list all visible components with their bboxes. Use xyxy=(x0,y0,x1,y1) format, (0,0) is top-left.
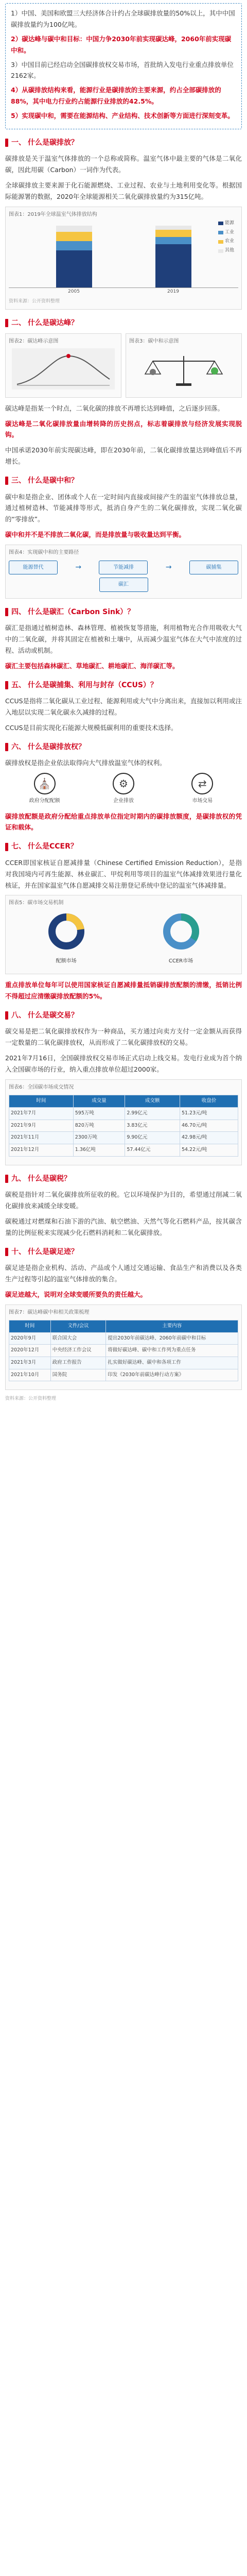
figure-caption: 图表6：全国碳市场成交情况 xyxy=(9,1084,74,1090)
table-header-cell: 收盘价 xyxy=(180,1095,238,1108)
legend-swatch xyxy=(218,249,223,253)
carbon-rights-icons xyxy=(5,773,242,806)
legend-swatch xyxy=(218,231,223,234)
legend-label: 农业 xyxy=(224,239,234,244)
s8-p2: 2021年7月16日，全国碳排放权交易市场正式启动上线交易。发电行业成为首个纳入全国碳市场的行业，纳入重点排放单位超过2000家。 xyxy=(5,1054,242,1073)
section-marker xyxy=(5,681,8,689)
figure-caption: 图表2：碳达峰示意图 xyxy=(9,338,59,345)
bar-segment xyxy=(56,226,92,232)
s4-p1: 碳汇是指通过植树造林、森林管理、植被恢复等措施，利用植物光合作用吸收大气中的二氧化碳，并将其固定在植被和土壤中，从而减少温室气体在大气中浓度的过程、活动或机制。 xyxy=(5,624,242,654)
table-cell: 2020年12月 xyxy=(9,1345,51,1357)
flow-step: 能源替代 xyxy=(9,561,58,575)
section-marker xyxy=(5,843,8,851)
table-cell: 42.98元/吨 xyxy=(180,1132,238,1144)
exchange-icon: ⇄ xyxy=(191,773,213,794)
donut-label: 配额市场 xyxy=(56,958,77,964)
figure-caption: 图表4：实现碳中和的主要路径 xyxy=(9,550,79,555)
table-cell: 51.23元/吨 xyxy=(180,1108,238,1120)
bar-stack xyxy=(155,226,191,287)
policy-table-figure xyxy=(5,1304,242,1391)
summary-p3: 3）中国目前已经启动全国碳排放权交易市场，首批纳入发电行业重点排放单位2162家。 xyxy=(11,60,234,80)
figure-caption: 图表7：碳达峰碳中和相关政策梳理 xyxy=(9,1309,90,1315)
section-number: 七、 xyxy=(11,842,26,851)
table-cell: 9.90亿元 xyxy=(125,1132,180,1144)
table-header-cell: 成交量 xyxy=(73,1095,125,1108)
table-cell: 联合国大会 xyxy=(50,1332,106,1345)
section-title: 什么是碳交易？ xyxy=(28,1011,78,1020)
bar-category-labels xyxy=(9,288,238,296)
table-header-cell: 成交额 xyxy=(125,1095,180,1108)
market-mechanism-figure xyxy=(5,895,242,974)
peak-neutral-figures xyxy=(5,333,242,397)
balance-scale-diagram xyxy=(129,348,238,389)
section-10-header xyxy=(5,1246,242,1259)
donut-chart xyxy=(161,911,202,952)
table-row xyxy=(9,1108,238,1120)
section-number: 十、 xyxy=(11,1247,26,1256)
peak-figure xyxy=(5,333,121,397)
legend-item xyxy=(218,247,234,255)
section-4-header xyxy=(5,606,242,619)
table-cell: 3.83亿元 xyxy=(125,1120,180,1132)
donut-row xyxy=(9,911,238,965)
section-title: 什么是碳排放权？ xyxy=(28,742,85,751)
table-cell: 54.22元/吨 xyxy=(180,1144,238,1156)
peak-curve-diagram xyxy=(9,348,118,389)
table-cell: 印发《2030年前碳达峰行动方案》 xyxy=(106,1369,238,1381)
table-cell: 46.70元/吨 xyxy=(180,1120,238,1132)
section-number: 一、 xyxy=(11,138,26,147)
table-cell: 820万吨 xyxy=(73,1120,125,1132)
s10-p1: 碳足迹是指企业机构、活动、产品或个人通过交通运输、食品生产和消费以及各类生产过程等引起的温室气体排放的集合。 xyxy=(5,1264,242,1283)
table-cell: 595万吨 xyxy=(73,1108,125,1120)
s2-p2: 碳达峰是二氧化碳排放量由增转降的历史拐点，标志着碳排放与经济发展实现脱钩。 xyxy=(5,419,242,439)
summary-p5: 5）实现碳中和，需要在能源结构、产业结构、技术创新等方面进行深刻变革。 xyxy=(11,112,234,120)
flow-step: 节能减排 xyxy=(99,561,148,575)
section-number: 九、 xyxy=(11,1174,26,1183)
table-row xyxy=(9,1332,238,1345)
section-marker xyxy=(5,1011,8,1020)
bar-segment xyxy=(56,241,92,250)
table-row xyxy=(9,1120,238,1132)
emission-structure-figure xyxy=(5,207,242,310)
s4-p2: 碳汇主要包括森林碳汇、草地碳汇、耕地碳汇、海洋碳汇等。 xyxy=(5,662,179,670)
donut-label: CCER市场 xyxy=(168,958,193,964)
s2-p1: 碳达峰是指某一个时点，二氧化碳的排放不再增长达到峰值，之后逐步回落。 xyxy=(5,404,224,412)
section-number: 八、 xyxy=(11,1011,26,1020)
table-cell: 57.44亿元 xyxy=(125,1144,180,1156)
s5-p1: CCUS是指将二氧化碳从工业过程、能源利用或大气中分离出来，直接加以利用或注入地层以实现二氧化碳永久减排的过程。 xyxy=(5,697,242,716)
s10-p2: 碳足迹越大，说明对全球变暖所要负的责任越大。 xyxy=(5,1290,147,1298)
bar-segment xyxy=(155,226,191,229)
figure-source: 资料来源：公开资料整理 xyxy=(9,299,60,304)
table-cell: 国务院 xyxy=(50,1369,106,1381)
section-9-header xyxy=(5,1173,242,1185)
section-title: 什么是碳足迹？ xyxy=(28,1247,78,1256)
table-header-cell: 时间 xyxy=(9,1095,74,1108)
figure-caption: 图表3：碳中和示意图 xyxy=(129,338,179,345)
table-cell: 提出2030年前碳达峰、2060年前碳中和目标 xyxy=(106,1332,238,1345)
section-marker xyxy=(5,743,8,751)
s6-p1: 碳排放权是指企业依法取得向大气排放温室气体的权利。 xyxy=(5,759,166,767)
building-icon: ⛪ xyxy=(34,773,56,794)
s9-p1: 碳税是指针对二氧化碳排放所征收的税。它以环境保护为目的，希望通过削减二氧化碳排放来减缓全球变暖。 xyxy=(5,1191,242,1210)
legend-item xyxy=(218,219,234,228)
icon-item xyxy=(98,773,149,806)
chart-legend xyxy=(218,219,234,256)
legend-label: 工业 xyxy=(224,229,234,235)
table-row xyxy=(9,1132,238,1144)
table-cell: 2021年9月 xyxy=(9,1120,74,1132)
bar-segment xyxy=(56,232,92,241)
stacked-bar-chart xyxy=(9,221,238,288)
s7-p2: 重点排放单位每年可以使用国家核证自愿减排量抵销碳排放配额的清缴，抵销比例不得超过应清缴碳排放配额的5%。 xyxy=(5,981,242,1000)
table-row xyxy=(9,1369,238,1381)
bar-category-label: 2019 xyxy=(167,289,179,295)
bar-segment xyxy=(155,244,191,287)
bar-segment xyxy=(155,230,191,237)
s2-p3: 中国承诺2030年前实现碳达峰，即在2030年前，二氧化碳排放量达到峰值后不再增长。 xyxy=(5,446,242,466)
s3-p2: 碳中和并不是不排放二氧化碳，而是排放量与吸收量达到平衡。 xyxy=(5,531,186,539)
section-title: 什么是碳中和？ xyxy=(28,477,78,485)
table-header-cell: 文件/会议 xyxy=(50,1320,106,1333)
table-cell: 2021年10月 xyxy=(9,1369,51,1381)
donut-chart xyxy=(46,911,87,952)
table-cell: 2021年7月 xyxy=(9,1108,74,1120)
section-number: 二、 xyxy=(11,318,26,327)
section-number: 三、 xyxy=(11,477,26,485)
section-title: 什么是碳汇（Carbon Sink）？ xyxy=(28,607,135,616)
bar-segment xyxy=(155,237,191,244)
table-cell: 2300万吨 xyxy=(73,1132,125,1144)
legend-label: 其他 xyxy=(224,248,234,253)
table-cell: 2021年3月 xyxy=(9,1357,51,1369)
section-marker xyxy=(5,319,8,327)
summary-box xyxy=(5,3,242,129)
summary-p2: 2）碳达峰与碳中和目标：中国力争2030年前实现碳达峰，2060年前实现碳中和。 xyxy=(11,35,232,54)
section-number: 六、 xyxy=(11,742,26,751)
s1-p2: 全球碳排放主要来源于化石能源燃烧、工业过程、农业与土地利用变化等。根据国际能源署的数据，2020年全球能源相关二氧化碳排放量约为315亿吨。 xyxy=(5,181,242,200)
s8-p1: 碳交易是把二氧化碳排放权作为一种商品，买方通过向卖方支付一定金额从而获得一定数量的二氧化碳排放权，从而形成了二氧化碳排放权的交易。 xyxy=(5,1027,242,1047)
legend-swatch xyxy=(218,240,223,244)
legend-swatch xyxy=(218,222,223,225)
arrow-right-icon: → xyxy=(75,563,82,571)
s5-p2: CCUS是目前实现化石能源大规模低碳利用的重要技术选择。 xyxy=(5,723,178,732)
flow-step: 碳捕集 xyxy=(189,561,238,575)
section-number: 四、 xyxy=(11,607,26,616)
factory-icon: ⚙ xyxy=(113,773,134,794)
section-title: 什么是碳捕集、利用与封存（CCUS）？ xyxy=(28,681,157,689)
flow-step: 碳汇 xyxy=(99,578,148,592)
table-cell: 2.99亿元 xyxy=(125,1108,180,1120)
section-marker xyxy=(5,1175,8,1183)
section-title: 什么是碳税？ xyxy=(28,1174,71,1183)
table-cell: 2020年9月 xyxy=(9,1332,51,1345)
table-row xyxy=(9,1144,238,1156)
section-marker xyxy=(5,1248,8,1256)
legend-item xyxy=(218,229,234,237)
table-cell: 扎实做好碳达峰、碳中和各项工作 xyxy=(106,1357,238,1369)
section-title: 什么是碳达峰？ xyxy=(28,318,78,327)
table-cell: 中央经济工作会议 xyxy=(50,1345,106,1357)
section-7-header xyxy=(5,840,242,853)
trading-table xyxy=(9,1095,238,1156)
table-header-cell: 主要内容 xyxy=(106,1320,238,1333)
table-cell: 2021年11月 xyxy=(9,1132,74,1144)
table-cell: 将做好碳达峰、碳中和工作列为重点任务 xyxy=(106,1345,238,1357)
s9-p2: 碳税通过对燃煤和石油下游的汽油、航空燃油、天然气等化石燃料产品，按其碳含量的比例征税来实现减少化石燃料消耗和二氧化碳排放。 xyxy=(5,1217,242,1236)
s6-p2: 碳排放配额是政府分配给重点排放单位指定时期内的碳排放额度，是碳排放权的凭证和载体。 xyxy=(5,812,242,832)
section-marker xyxy=(5,608,8,616)
footer-source: 资料来源：公开资料整理 xyxy=(5,1396,57,1402)
legend-item xyxy=(218,238,234,246)
donut-item xyxy=(161,911,202,965)
arrow-right-icon: → xyxy=(165,563,172,571)
icon-item xyxy=(177,773,228,806)
neutral-path-figure xyxy=(5,545,242,599)
section-title: 什么是碳排放？ xyxy=(28,138,78,147)
table-row xyxy=(9,1345,238,1357)
table-header-cell: 时间 xyxy=(9,1320,51,1333)
section-number: 五、 xyxy=(11,681,26,689)
section-6-header xyxy=(5,741,242,754)
bar-stack xyxy=(56,226,92,287)
bar-segment xyxy=(56,250,92,287)
icon-label: 政府分配配额 xyxy=(29,798,60,804)
table-cell: 2021年12月 xyxy=(9,1144,74,1156)
s1-p1: 碳排放是关于温室气体排放的一个总称或简称。温室气体中最主要的气体是二氧化碳，因此用碳（Carbon）一词作为代表。 xyxy=(5,155,242,174)
table-cell: 政府工作报告 xyxy=(50,1357,106,1369)
section-8-header xyxy=(5,1009,242,1022)
summary-p4: 4）从碳排放结构来看，能源行业是碳排放的主要来源，约占全部碳排放的88%，其中电力行业约占能源行业排放的42.5%。 xyxy=(11,86,221,106)
section-marker xyxy=(5,477,8,485)
bar-category-label: 2005 xyxy=(68,289,80,295)
trading-table-figure xyxy=(5,1079,242,1165)
figure-caption: 图表1：2019年全球温室气体排放结构 xyxy=(9,211,97,217)
icon-label: 企业排放 xyxy=(113,798,134,804)
section-5-header xyxy=(5,679,242,692)
figure-caption: 图表5：碳市场交易机制 xyxy=(9,900,64,906)
legend-label: 能源 xyxy=(224,220,234,226)
s7-p1: CCER即国家核证自愿减排量（Chinese Certified Emission Reduction），是指对我国境内可再生能源、林业碳汇、甲烷利用等项目的温室气体减排效果进行量化核证，并在国家温室气体自愿减排交易注册登记系统中登记的温室气体减排量。 xyxy=(5,858,242,889)
flow-diagram-row2 xyxy=(9,578,238,592)
summary-p1: 1）中国、美国和欧盟三大经济体合计约占全球碳排放量的50%以上，其中中国碳排放量约为100亿吨。 xyxy=(11,9,235,28)
icon-label: 市场交易 xyxy=(192,798,213,804)
icon-item xyxy=(19,773,70,806)
s3-p1: 碳中和是指企业、团体或个人在一定时间内直接或间接产生的温室气体排放总量，通过植树造林、节能减排等形式，抵消自身产生的二氧化碳排放，实现二氧化碳的“零排放”。 xyxy=(5,493,242,523)
flow-diagram xyxy=(9,561,238,575)
policy-table xyxy=(9,1320,238,1381)
section-2-header xyxy=(5,317,242,330)
section-title: 什么是CCER？ xyxy=(28,842,78,851)
section-marker xyxy=(5,139,8,147)
neutral-figure xyxy=(126,333,242,397)
table-cell: 1.36亿吨 xyxy=(73,1144,125,1156)
donut-item xyxy=(46,911,87,965)
section-1-header xyxy=(5,137,242,149)
table-row xyxy=(9,1357,238,1369)
section-3-header xyxy=(5,474,242,487)
